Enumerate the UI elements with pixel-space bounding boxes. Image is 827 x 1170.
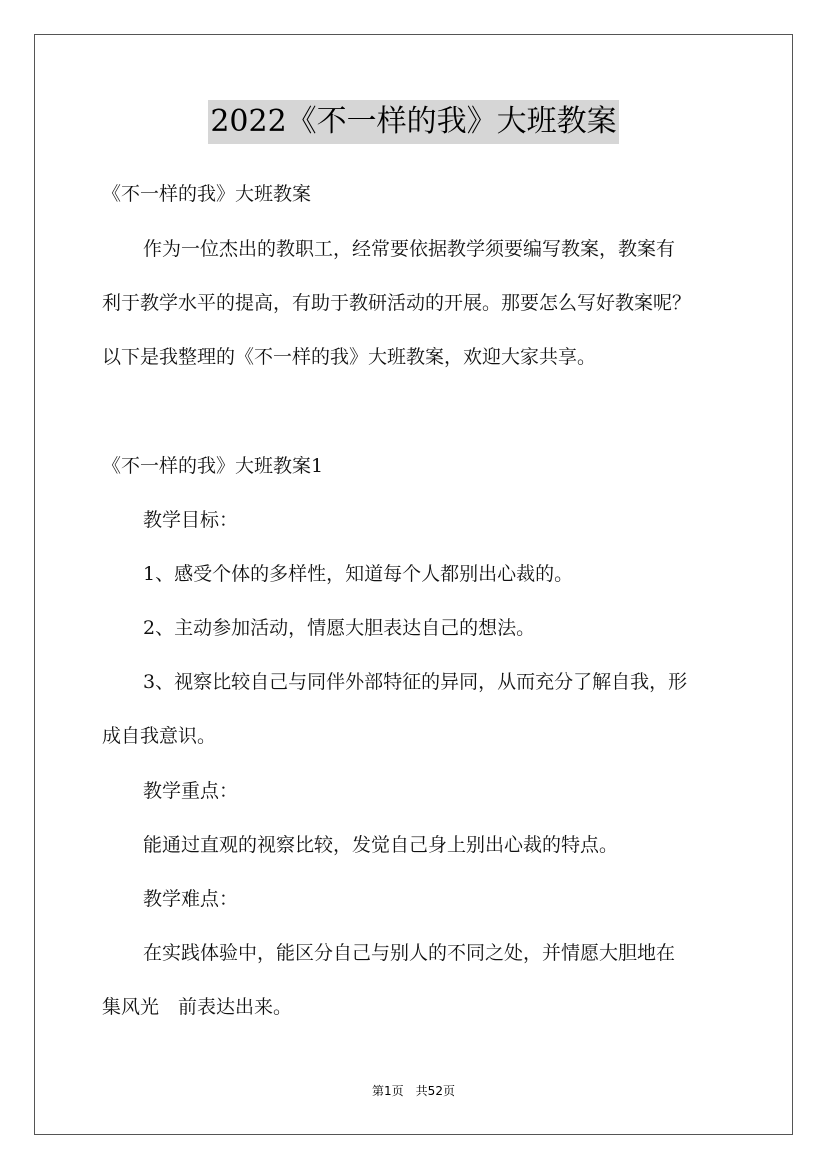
objective-3-cont: 成自我意识。 xyxy=(102,725,217,747)
objective-2: 2、主动参加活动，情愿大胆表达自己的想法。 xyxy=(143,617,536,639)
title-container xyxy=(0,100,827,144)
difficulties-text: 在实践体验中，能区分自己与别人的不同之处，并情愿大胆地在 xyxy=(143,942,676,964)
key-points-text: 能通过直观的视察比较，发觉自己身上别出心裁的特点。 xyxy=(143,834,619,856)
section-heading: 《不一样的我》大班教案1 xyxy=(102,455,324,477)
intro-line-2: 利于教学水平的提高，有助于教研活动的开展。那要怎么写好教案呢？ xyxy=(102,292,692,314)
difficulties-text-cont: 集风光 前表达出来。 xyxy=(102,996,293,1018)
objective-3: 3、视察比较自己与同伴外部特征的异同，从而充分了解自我，形 xyxy=(143,671,688,693)
objectives-label: 教学目标： xyxy=(143,509,239,531)
intro-line-1: 作为一位杰出的教职工，经常要依据教学须要编写教案，教案有 xyxy=(143,238,676,260)
intro-line-3: 以下是我整理的《不一样的我》大班教案，欢迎大家共享。 xyxy=(102,346,597,368)
difficulties-label: 教学难点： xyxy=(143,888,239,910)
document-title: 2022《不一样的我》大班教案 xyxy=(208,100,618,144)
objective-1: 1、感受个体的多样性，知道每个人都别出心裁的。 xyxy=(143,563,574,585)
key-points-label: 教学重点： xyxy=(143,780,239,802)
page-footer: 第1页 共52页 xyxy=(372,1084,455,1098)
intro-heading: 《不一样的我》大班教案 xyxy=(102,183,312,205)
